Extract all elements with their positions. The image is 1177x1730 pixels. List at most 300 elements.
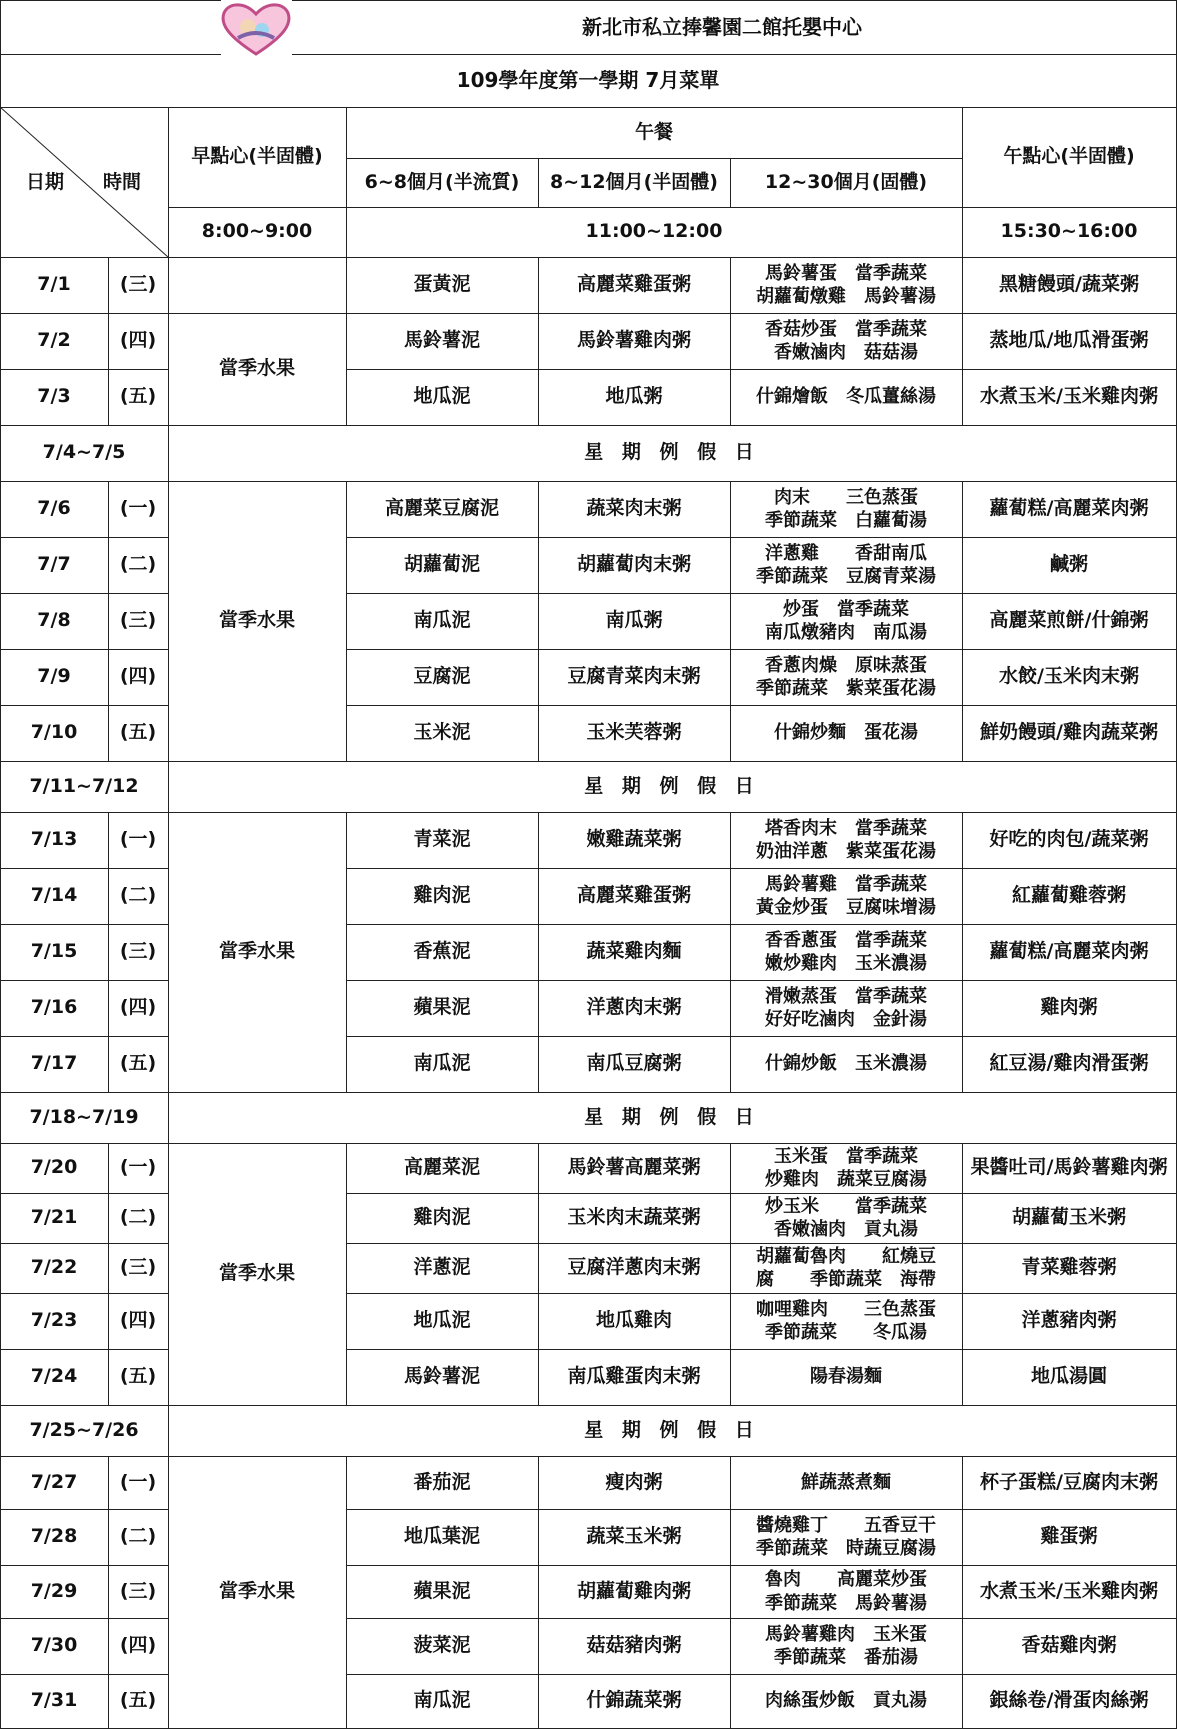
grid-line xyxy=(346,924,347,980)
lunch-line-1: 滑嫩蒸蛋 當季蔬菜 xyxy=(765,985,927,1007)
grid-line xyxy=(346,1036,1177,1037)
grid-line xyxy=(168,761,169,812)
grid-line xyxy=(346,1618,347,1674)
lunch-6-8-cell: 玉米泥 xyxy=(413,721,471,744)
seasonal-fruit-cell: 當季水果 xyxy=(218,1262,295,1285)
lunch-8-12-cell: 南瓜雞蛋肉末粥 xyxy=(567,1365,701,1388)
grid-line xyxy=(0,1193,169,1194)
lunch-8-12-cell: 蔬菜玉米粥 xyxy=(586,1525,682,1548)
grid-line xyxy=(962,537,963,593)
snack-cell: 銀絲卷/滑蛋肉絲粥 xyxy=(989,1689,1149,1712)
grid-line xyxy=(108,481,109,537)
grid-line xyxy=(168,207,1177,208)
grid-line xyxy=(962,924,963,980)
grid-line xyxy=(962,1509,963,1565)
grid-line xyxy=(0,868,169,869)
lunch-line-1: 炒蛋 當季蔬菜 xyxy=(783,598,909,620)
snack-cell: 青菜雞蓉粥 xyxy=(1021,1256,1117,1279)
grid-line xyxy=(346,649,1177,650)
grid-line xyxy=(0,1618,169,1619)
holiday-date: 7/11~7/12 xyxy=(29,774,139,797)
time-header: 時間 xyxy=(102,170,141,193)
grid-line xyxy=(108,924,109,980)
grid-line xyxy=(730,1143,731,1193)
grid-line xyxy=(538,1193,539,1243)
grid-line xyxy=(108,868,109,924)
grid-line xyxy=(538,1674,539,1728)
grid-line xyxy=(538,705,539,761)
lunch-8-12-cell: 地瓜粥 xyxy=(605,385,663,408)
grid-line xyxy=(0,1293,169,1294)
grid-line xyxy=(0,1092,1177,1093)
grid-line xyxy=(538,868,539,924)
snack-cell: 雞肉粥 xyxy=(1040,996,1098,1019)
weekday-cell: (三) xyxy=(119,1579,157,1602)
lunch-line-2: 季節蔬菜 時蔬豆腐湯 xyxy=(756,1538,936,1559)
grid-line xyxy=(538,649,539,705)
grid-line xyxy=(108,812,109,868)
date-cell: 7/27 xyxy=(30,1470,78,1493)
lunch-line-1: 塔香肉末 當季蔬菜 xyxy=(765,817,927,839)
lunch-line-2: 好好吃滷肉 金針湯 xyxy=(765,1009,927,1030)
date-cell: 7/9 xyxy=(37,665,71,688)
grid-line xyxy=(962,369,963,425)
grid-line xyxy=(346,1674,1177,1675)
grid-line xyxy=(730,1193,731,1243)
lunch-8-12-header: 8~12個月(半固體) xyxy=(550,170,718,193)
grid-line xyxy=(346,1618,1177,1619)
grid-line xyxy=(962,481,963,537)
grid-line xyxy=(730,1674,731,1728)
snack-cell: 紅豆湯/雞肉滑蛋粥 xyxy=(989,1052,1149,1075)
grid-line xyxy=(962,705,963,761)
lunch-line-1: 肉末 三色蒸蛋 xyxy=(774,486,918,508)
grid-line xyxy=(962,868,963,924)
grid-line xyxy=(0,649,169,650)
grid-line xyxy=(730,1293,731,1349)
weekday-cell: (三) xyxy=(119,1256,157,1279)
grid-line xyxy=(730,868,731,924)
grid-line xyxy=(346,1293,1177,1294)
header-diagonal xyxy=(0,107,168,257)
snack-cell: 胡蘿蔔玉米粥 xyxy=(1011,1206,1126,1229)
snack-cell: 水餃/玉米肉末粥 xyxy=(999,665,1139,688)
grid-line xyxy=(346,649,347,705)
lunch-line-1: 醬燒雞丁 五香豆干 xyxy=(756,1514,936,1536)
lunch-8-12-cell: 南瓜豆腐粥 xyxy=(586,1052,682,1075)
grid-line xyxy=(0,369,169,370)
grid-line xyxy=(108,1565,109,1618)
lunch-12-30-cell xyxy=(730,1243,962,1293)
grid-line xyxy=(168,107,169,257)
snack-cell: 果醬吐司/馬鈴薯雞肉粥 xyxy=(970,1156,1168,1179)
snack-cell: 水煮玉米/玉米雞肉粥 xyxy=(980,385,1158,408)
date-cell: 7/31 xyxy=(30,1689,78,1712)
grid-line xyxy=(108,1509,109,1565)
weekday-cell: (四) xyxy=(119,1309,157,1332)
date-cell: 7/7 xyxy=(37,553,71,576)
lunch-line-1: 肉絲蛋炒飯 貢丸湯 xyxy=(765,1690,927,1712)
grid-line xyxy=(346,705,347,761)
lunch-12-30-cell xyxy=(730,1509,962,1565)
grid-line xyxy=(962,1293,963,1349)
holiday-label: 星 期 例 假 日 xyxy=(584,1105,760,1128)
grid-line xyxy=(538,593,539,649)
grid-line xyxy=(962,107,963,257)
lunch-line-1: 胡蘿蔔魯肉 紅燒豆 xyxy=(756,1245,936,1267)
grid-line xyxy=(346,868,1177,869)
grid-line xyxy=(292,54,1177,55)
lunch-12-30-cell xyxy=(730,1036,962,1092)
date-cell: 7/6 xyxy=(37,497,71,520)
seasonal-fruit-cell: 當季水果 xyxy=(218,1580,295,1603)
lunch-8-12-cell: 菇菇豬肉粥 xyxy=(586,1634,682,1657)
snack-cell: 蘿蔔糕/高麗菜肉粥 xyxy=(989,940,1149,963)
grid-line xyxy=(538,1143,539,1193)
grid-line xyxy=(730,1243,731,1293)
weekday-cell: (二) xyxy=(119,884,157,907)
grid-line xyxy=(346,257,347,313)
grid-line xyxy=(346,1193,1177,1194)
weekday-cell: (二) xyxy=(119,1206,157,1229)
lunch-line-2: 南瓜燉豬肉 南瓜湯 xyxy=(765,622,927,643)
lunch-6-8-cell: 南瓜泥 xyxy=(413,609,471,632)
lunch-12-30-cell xyxy=(730,369,962,425)
lunch-8-12-cell: 嫩雞蔬菜粥 xyxy=(586,828,682,851)
grid-line xyxy=(962,313,963,369)
grid-line xyxy=(0,0,1,1728)
lunch-12-30-cell xyxy=(730,980,962,1036)
grid-line xyxy=(962,1243,963,1293)
date-header: 日期 xyxy=(25,170,64,193)
grid-line xyxy=(346,1243,1177,1244)
lunch-time: 11:00~12:00 xyxy=(585,220,723,243)
lunch-6-8-cell: 洋蔥泥 xyxy=(413,1256,471,1279)
grid-line xyxy=(346,369,347,425)
grid-line xyxy=(108,593,109,649)
grid-line xyxy=(538,257,539,313)
grid-line xyxy=(0,1349,169,1350)
grid-line xyxy=(346,1509,347,1565)
grid-line xyxy=(0,1565,169,1566)
lunch-8-12-cell: 南瓜粥 xyxy=(605,609,663,632)
snack-cell: 雞蛋粥 xyxy=(1040,1525,1098,1548)
lunch-6-8-cell: 馬鈴薯泥 xyxy=(403,1365,480,1388)
grid-line xyxy=(730,705,731,761)
snack-cell: 黑糖饅頭/蔬菜粥 xyxy=(999,273,1139,296)
lunch-12-30-cell xyxy=(730,1143,962,1193)
grid-line xyxy=(346,1565,347,1618)
lunch-line-2: 腐 季節蔬菜 海帶 xyxy=(756,1269,936,1290)
grid-line xyxy=(346,812,347,868)
lunch-12-30-cell xyxy=(730,257,962,313)
lunch-12-30-cell xyxy=(730,1618,962,1674)
weekday-cell: (五) xyxy=(119,385,157,408)
lunch-6-8-cell: 高麗菜豆腐泥 xyxy=(384,497,499,520)
page-subtitle: 109學年度第一學期 7月菜單 xyxy=(456,68,720,92)
date-cell: 7/13 xyxy=(30,828,78,851)
lunch-6-8-cell: 蘋果泥 xyxy=(413,1579,471,1602)
grid-line xyxy=(538,1293,539,1349)
weekday-cell: (一) xyxy=(119,828,157,851)
lunch-12-30-cell xyxy=(730,649,962,705)
grid-line xyxy=(346,369,1177,370)
grid-line xyxy=(538,1618,539,1674)
grid-line xyxy=(538,980,539,1036)
grid-line xyxy=(538,1456,539,1509)
weekday-cell: (三) xyxy=(119,940,157,963)
weekday-cell: (五) xyxy=(119,1365,157,1388)
grid-line xyxy=(0,537,169,538)
grid-line xyxy=(168,425,169,481)
grid-line xyxy=(962,257,963,313)
lunch-line-2: 季節蔬菜 馬鈴薯湯 xyxy=(765,1592,927,1614)
lunch-12-30-cell xyxy=(730,1193,962,1243)
grid-line xyxy=(962,1456,963,1509)
grid-line xyxy=(538,1036,539,1092)
lunch-6-8-cell: 蘋果泥 xyxy=(413,996,471,1019)
lunch-line-1: 馬鈴薯蛋 當季蔬菜 xyxy=(765,262,927,284)
grid-line xyxy=(730,369,731,425)
grid-line xyxy=(346,980,1177,981)
lunch-line-2: 炒雞肉 蔬菜豆腐湯 xyxy=(765,1169,927,1190)
grid-line xyxy=(0,924,169,925)
weekday-cell: (一) xyxy=(119,497,157,520)
date-cell: 7/16 xyxy=(30,996,78,1019)
lunch-6-8-cell: 雞肉泥 xyxy=(413,884,471,907)
grid-line xyxy=(108,1674,109,1728)
grid-line xyxy=(962,1565,963,1618)
grid-line xyxy=(108,705,109,761)
grid-line xyxy=(730,593,731,649)
grid-line xyxy=(346,1565,1177,1566)
grid-line xyxy=(538,1565,539,1618)
grid-line xyxy=(346,1293,347,1349)
grid-line xyxy=(108,1036,109,1092)
grid-line xyxy=(962,1143,963,1193)
grid-line xyxy=(730,649,731,705)
lunch-12-30-cell xyxy=(730,924,962,980)
grid-line xyxy=(108,980,109,1036)
lunch-12-30-cell xyxy=(730,1293,962,1349)
date-cell: 7/28 xyxy=(30,1525,78,1548)
weekday-cell: (三) xyxy=(119,609,157,632)
grid-line xyxy=(108,649,109,705)
lunch-line-1: 香菇炒蛋 當季蔬菜 xyxy=(765,318,927,340)
grid-line xyxy=(168,257,169,313)
grid-line xyxy=(730,257,731,313)
grid-line xyxy=(346,1349,1177,1350)
lunch-line-1: 香香蔥蛋 當季蔬菜 xyxy=(765,929,927,951)
lunch-6-8-cell: 南瓜泥 xyxy=(413,1052,471,1075)
lunch-12-30-cell xyxy=(730,1349,962,1405)
grid-line xyxy=(538,158,539,207)
date-cell: 7/17 xyxy=(30,1052,78,1075)
grid-line xyxy=(108,369,109,425)
weekday-cell: (二) xyxy=(119,1525,157,1548)
grid-line xyxy=(0,1243,169,1244)
grid-line xyxy=(538,537,539,593)
date-cell: 7/3 xyxy=(37,385,71,408)
seasonal-fruit-cell: 當季水果 xyxy=(218,357,295,380)
lunch-6-8-cell: 青菜泥 xyxy=(413,828,471,851)
date-cell: 7/24 xyxy=(30,1365,78,1388)
lunch-line-1: 香蔥肉燥 原味蒸蛋 xyxy=(765,654,927,676)
grid-line xyxy=(346,107,347,257)
grid-line xyxy=(0,593,169,594)
snack-header: 午點心(半固體) xyxy=(1003,145,1135,168)
lunch-6-8-cell: 地瓜葉泥 xyxy=(403,1525,480,1548)
grid-line xyxy=(962,1193,963,1243)
lunch-8-12-cell: 瘦肉粥 xyxy=(605,1470,663,1493)
grid-line xyxy=(538,1243,539,1293)
date-cell: 7/22 xyxy=(30,1256,78,1279)
holiday-label: 星 期 例 假 日 xyxy=(584,1418,760,1441)
grid-line xyxy=(962,980,963,1036)
date-cell: 7/14 xyxy=(30,884,78,907)
snack-cell: 鮮奶饅頭/雞肉蔬菜粥 xyxy=(980,721,1158,744)
lunch-6-8-cell: 香蕉泥 xyxy=(413,940,471,963)
grid-line xyxy=(108,1349,109,1405)
date-cell: 7/2 xyxy=(37,329,71,352)
lunch-line-2: 奶油洋蔥 紫菜蛋花湯 xyxy=(756,841,936,862)
grid-line xyxy=(346,1349,347,1405)
lunch-line-1: 陽春湯麵 xyxy=(810,1366,882,1388)
holiday-date: 7/4~7/5 xyxy=(42,441,126,464)
snack-cell: 蘿蔔糕/高麗菜肉粥 xyxy=(989,497,1149,520)
grid-line xyxy=(730,980,731,1036)
weekday-cell: (五) xyxy=(119,1689,157,1712)
grid-line xyxy=(962,649,963,705)
grid-line xyxy=(538,313,539,369)
seasonal-fruit-cell: 當季水果 xyxy=(218,609,295,632)
lunch-line-2: 黃金炒蛋 豆腐味增湯 xyxy=(756,897,936,918)
lunch-6-8-cell: 高麗菜泥 xyxy=(403,1156,480,1179)
grid-line xyxy=(346,1509,1177,1510)
lunch-line-1: 咖哩雞肉 三色蒸蛋 xyxy=(756,1298,936,1320)
lunch-header: 午餐 xyxy=(634,120,673,143)
weekday-cell: (一) xyxy=(119,1156,157,1179)
date-cell: 7/23 xyxy=(30,1309,78,1332)
grid-line xyxy=(0,54,221,55)
lunch-line-1: 洋蔥雞 香甜南瓜 xyxy=(765,542,927,564)
lunch-6-8-cell: 菠菜泥 xyxy=(413,1634,471,1657)
snack-cell: 鹹粥 xyxy=(1049,553,1088,576)
lunch-6-8-cell: 地瓜泥 xyxy=(413,1309,471,1332)
holiday-date: 7/25~7/26 xyxy=(29,1418,139,1441)
grid-line xyxy=(730,537,731,593)
lunch-8-12-cell: 豆腐青菜肉末粥 xyxy=(567,665,701,688)
grid-line xyxy=(538,1349,539,1405)
snack-cell: 地瓜湯圓 xyxy=(1030,1365,1107,1388)
lunch-8-12-cell: 什錦蔬菜粥 xyxy=(586,1689,682,1712)
date-cell: 7/15 xyxy=(30,940,78,963)
page-title: 新北市私立捧馨園二館托嬰中心 xyxy=(582,14,862,39)
date-cell: 7/20 xyxy=(30,1156,78,1179)
grid-line xyxy=(346,1674,347,1728)
grid-line xyxy=(108,1193,109,1243)
grid-line xyxy=(346,980,347,1036)
lunch-12-30-cell xyxy=(730,1456,962,1509)
lunch-8-12-cell: 馬鈴薯高麗菜粥 xyxy=(567,1156,701,1179)
grid-line xyxy=(108,1143,109,1193)
grid-line xyxy=(108,537,109,593)
grid-line xyxy=(962,1349,963,1405)
lunch-line-1: 什錦炒麵 蛋花湯 xyxy=(774,722,918,744)
grid-line xyxy=(0,761,1177,762)
grid-line xyxy=(962,593,963,649)
holiday-label: 星 期 例 假 日 xyxy=(584,774,760,797)
grid-line xyxy=(168,1092,169,1143)
grid-line xyxy=(730,158,731,207)
lunch-8-12-cell: 馬鈴薯雞肉粥 xyxy=(576,329,691,352)
lunch-6-8-cell: 蛋黃泥 xyxy=(413,273,471,296)
lunch-line-2: 季節蔬菜 紫菜蛋花湯 xyxy=(756,678,936,699)
date-cell: 7/8 xyxy=(37,609,71,632)
grid-line xyxy=(346,313,347,369)
grid-line xyxy=(538,812,539,868)
grid-line xyxy=(538,924,539,980)
grid-line xyxy=(730,313,731,369)
lunch-line-2: 季節蔬菜 番茄湯 xyxy=(774,1647,918,1668)
lunch-6-8-cell: 地瓜泥 xyxy=(413,385,471,408)
weekday-cell: (二) xyxy=(119,553,157,576)
lunch-12-30-cell xyxy=(730,705,962,761)
lunch-12-30-cell xyxy=(730,537,962,593)
snack-cell: 香菇雞肉粥 xyxy=(1021,1634,1117,1657)
grid-line xyxy=(346,868,347,924)
grid-line xyxy=(538,1509,539,1565)
lunch-line-2: 季節蔬菜 豆腐青菜湯 xyxy=(756,566,936,587)
grid-line xyxy=(0,425,1177,426)
date-cell: 7/21 xyxy=(30,1206,78,1229)
grid-line xyxy=(292,0,1177,1)
grid-line xyxy=(730,1618,731,1674)
grid-line xyxy=(346,593,347,649)
grid-line xyxy=(108,1618,109,1674)
grid-line xyxy=(0,1036,169,1037)
lunch-line-1: 什錦炒飯 玉米濃湯 xyxy=(765,1053,927,1075)
lunch-8-12-cell: 胡蘿蔔雞肉粥 xyxy=(576,1579,691,1602)
date-cell: 7/29 xyxy=(30,1579,78,1602)
grid-line xyxy=(108,1456,109,1509)
weekday-cell: (一) xyxy=(119,1470,157,1493)
weekday-cell: (五) xyxy=(119,1052,157,1075)
grid-line xyxy=(0,980,169,981)
grid-line xyxy=(346,481,347,537)
lunch-line-1: 馬鈴薯雞肉 玉米蛋 xyxy=(765,1623,927,1645)
lunch-line-1: 魯肉 高麗菜炒蛋 xyxy=(765,1569,927,1591)
lunch-line-2: 香嫩滷肉 菇菇湯 xyxy=(774,342,918,363)
grid-line xyxy=(730,481,731,537)
holiday-label: 星 期 例 假 日 xyxy=(584,441,760,464)
date-cell: 7/10 xyxy=(30,721,78,744)
grid-line xyxy=(0,1674,169,1675)
grid-line xyxy=(346,705,1177,706)
lunch-8-12-cell: 蔬菜肉末粥 xyxy=(586,497,682,520)
grid-line xyxy=(730,924,731,980)
lunch-6-8-cell: 馬鈴薯泥 xyxy=(403,329,480,352)
grid-line xyxy=(962,1036,963,1092)
snack-cell: 水煮玉米/玉米雞肉粥 xyxy=(980,1579,1158,1602)
lunch-12-30-cell xyxy=(730,812,962,868)
grid-line xyxy=(108,257,109,313)
grid-line xyxy=(108,313,109,369)
lunch-12-30-cell xyxy=(730,481,962,537)
grid-line xyxy=(730,1565,731,1618)
lunch-12-30-cell xyxy=(730,313,962,369)
breakfast-header: 早點心(半固體) xyxy=(191,145,323,168)
